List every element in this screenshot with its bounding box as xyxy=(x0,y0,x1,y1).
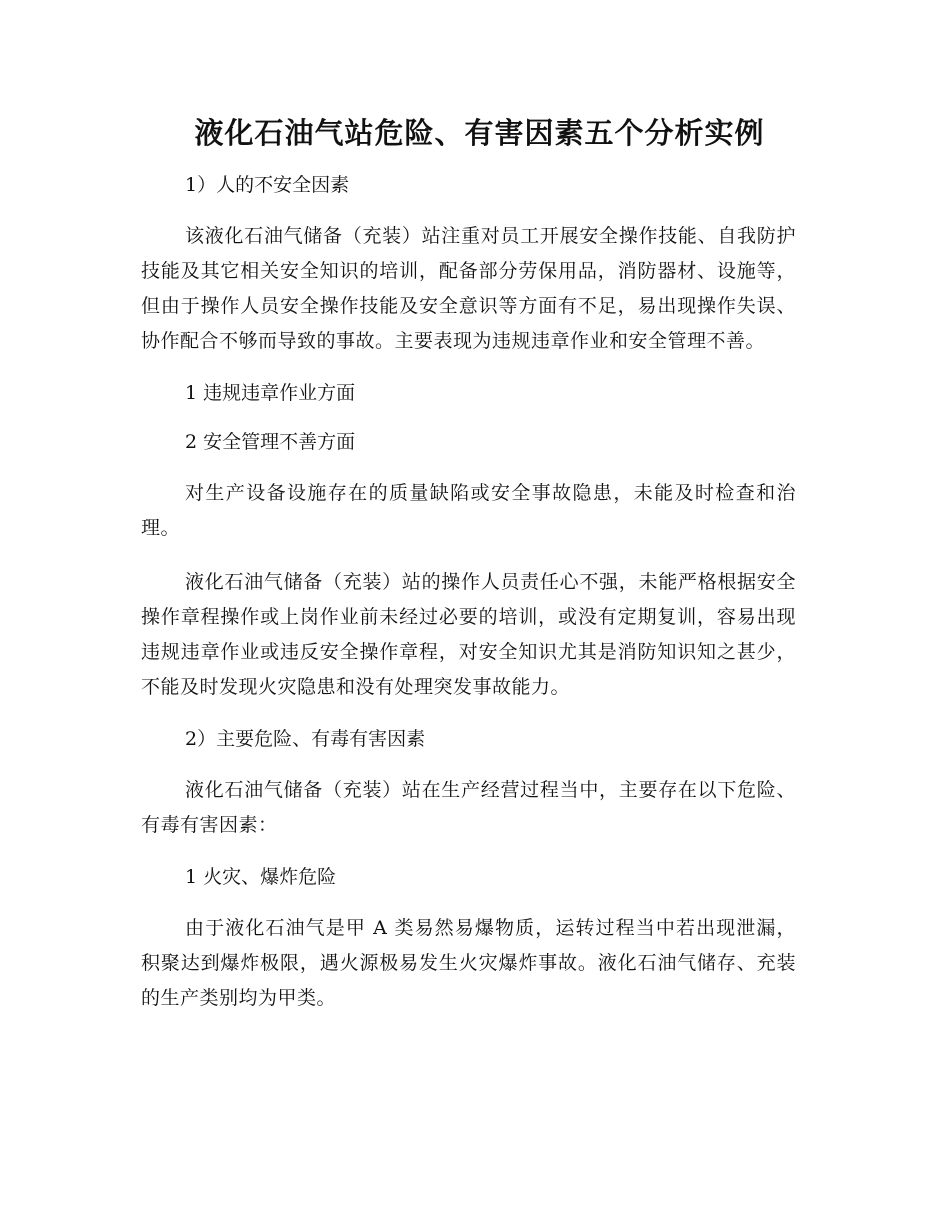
subheading-violation xyxy=(141,378,796,408)
section-heading-hazards xyxy=(141,724,796,754)
document-page xyxy=(141,112,796,1016)
paragraph-hazard-overview xyxy=(141,773,796,843)
heading-text: 1 火灾、爆炸危险 xyxy=(185,866,337,888)
heading-text: 1）人的不安全因素 xyxy=(185,174,350,196)
subheading-management xyxy=(141,427,796,457)
paragraph-fire-explosion xyxy=(141,911,796,1016)
paragraph-text: 液化石油气储备（充装）站的操作人员责任心不强，未能严格根据安全操作章程操作或上岗作业前未经过必要的培训，或没有定期复训，容易出现违规违章作业或违反安全操作章程，对安全知识尤其是消防知识知之甚少，不能及时发现火灾隐患和没有处理突发事故能力。 xyxy=(141,571,796,698)
paragraph-text: 该液化石油气储备（充装）站注重对员工开展安全操作技能、自我防护技能及其它相关安全知识的培训，配备部分劳保用品，消防器材、设施等，但由于操作人员安全操作技能及安全意识等方面有不足，易出现操作失误、协作配合不够而导致的事故。主要表现为违规违章作业和安全管理不善。 xyxy=(141,225,796,352)
paragraph-text: 对生产设备设施存在的质量缺陷或安全事故隐患，未能及时检查和治理。 xyxy=(141,482,796,539)
paragraph-training xyxy=(141,219,796,359)
section-heading-human-factors xyxy=(141,170,796,200)
heading-text: 2 安全管理不善方面 xyxy=(185,431,356,453)
heading-text: 2）主要危险、有毒有害因素 xyxy=(185,728,426,750)
paragraph-text: 由于液化石油气是甲 A 类易然易爆物质，运转过程当中若出现泄漏，积聚达到爆炸极限，遇火源极易发生火灾爆炸事故。液化石油气储存、充装的生产类别均为甲类。 xyxy=(141,917,796,1009)
paragraph-equipment-defects xyxy=(141,476,796,546)
heading-text: 1 违规违章作业方面 xyxy=(185,382,356,404)
document-title: 液化石油气站危险、有害因素五个分析实例 xyxy=(194,116,765,150)
paragraph-text: 液化石油气储备（充装）站在生产经营过程当中，主要存在以下危险、有毒有害因素： xyxy=(141,779,796,836)
paragraph-operator-responsibility xyxy=(141,565,796,705)
subheading-fire-explosion xyxy=(141,862,796,892)
